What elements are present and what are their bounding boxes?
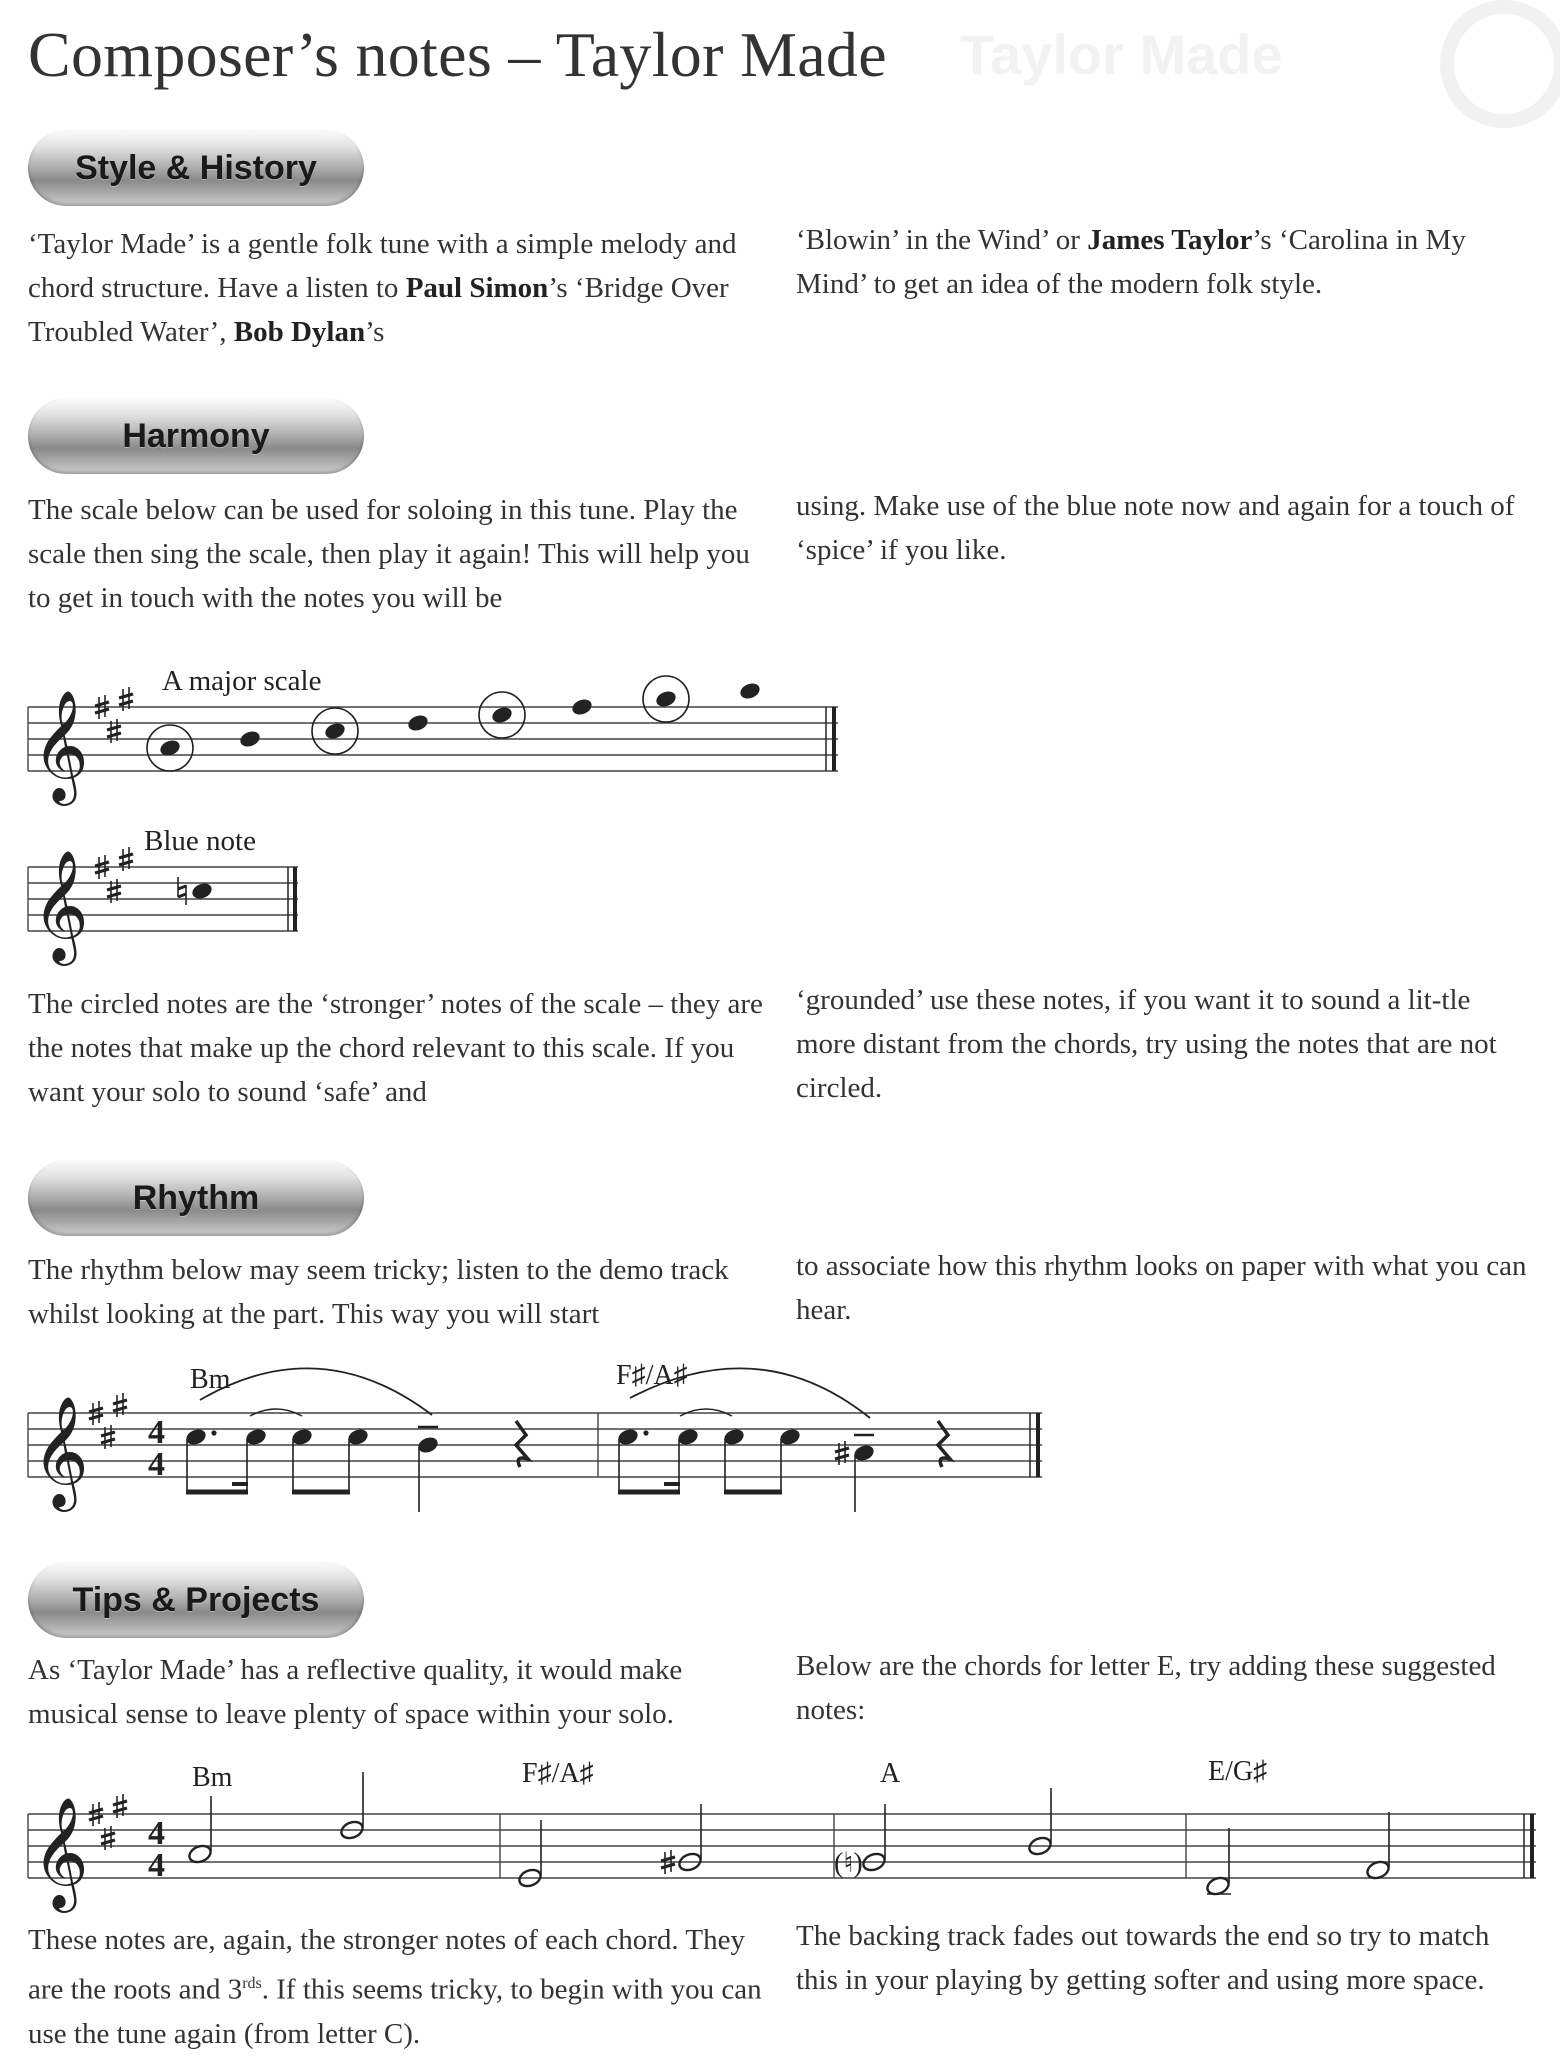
time-signature-top: 4 [148, 1414, 165, 1451]
style-history-right-text: ‘Blowin’ in the Wind’ or James Taylor’s ‘Carolina in My Mind’ to get an idea of the modern folk style. [796, 224, 1466, 300]
time-signature-top: 4 [148, 1815, 165, 1852]
scale-note [654, 689, 678, 709]
scale-note [238, 729, 262, 749]
chord-e-g-sharp: E/G♯ [1208, 1756, 1268, 1787]
scale-note [323, 721, 347, 741]
harmony-right-text-2: ‘grounded’ use these notes, if you want it to sound a lit-tle more distant from the chords, try using the notes that are not circled. [796, 984, 1497, 1104]
tips-projects-right-text: Below are the chords for letter E, try adding these suggested notes: [796, 1650, 1496, 1726]
scale-note [490, 705, 514, 725]
natural-paren: (♮) [834, 1848, 863, 1879]
page-title: Composer’s notes – Taylor Made [28, 19, 887, 90]
harmony-right-text: using. Make use of the blue note now and again for a touch of ‘spice’ if you like. [796, 490, 1515, 566]
a-major-scale-staff [28, 665, 838, 806]
quarter-rest [516, 1421, 528, 1467]
tips-projects-right-text-2: The backing track fades out towards the end so try to match this in your playing by getting softer and using more space. [796, 1920, 1490, 1996]
scale-note [406, 713, 430, 733]
james-taylor: James Taylor [1087, 224, 1253, 256]
blue-note [190, 881, 214, 901]
blue-note-staff [28, 825, 298, 966]
style-history-heading: Style & History [28, 130, 364, 206]
harmony-left-text: The scale below can be used for soloing in this tune. Play the scale then sing the scale, then play it again! This will help you to get in touch with the notes you will be [28, 494, 750, 614]
treble-clef: 𝄞 [32, 1796, 89, 1908]
rhythm-right-text: to associate how this rhythm looks on paper with what you can hear. [796, 1250, 1527, 1326]
time-signature-bottom: 4 [148, 1847, 165, 1884]
time-signature-bottom: 4 [148, 1446, 165, 1483]
rhythm-staff [28, 1360, 1042, 1512]
scale-note [570, 697, 594, 717]
letter-e-staff [28, 1756, 1536, 1913]
treble-clef: 𝄞 [32, 849, 89, 961]
chord-bm-rhythm: Bm [190, 1364, 231, 1395]
scale-note [738, 681, 762, 701]
blue-note-label: Blue note [144, 825, 256, 857]
tips-projects-left-text-2: These notes are, again, the stronger notes of each chord. They are the roots and $3^{rds}$. If this seems tricky, to begin with you can use the tune again (from letter C). [28, 1924, 762, 2050]
treble-clef: 𝄞 [32, 689, 89, 801]
background-page-title: Taylor Made [960, 23, 1283, 86]
scale-label: A major scale [162, 665, 322, 697]
chord-bm: Bm [192, 1762, 233, 1793]
harmony-heading: Harmony [28, 398, 364, 474]
paul-simon: Paul Simon [405, 272, 549, 304]
rhythm-heading: Rhythm [28, 1160, 364, 1236]
bob-dylan: Bob Dylan [233, 316, 366, 348]
chord-f-sharp-a-sharp: F♯/A♯ [522, 1758, 594, 1789]
tips-projects-left-text: As ‘Taylor Made’ has a reflective quality, it would make musical sense to leave plenty of space within your solo. [28, 1654, 683, 1730]
style-history-left-text: ‘Taylor Made’ is a gentle folk tune with a simple melody and chord structure. Have a listen to Paul Simon’s ‘Bridge Over Troubled Water’, Bob Dylan’s [28, 228, 737, 348]
rhythm-left-text: The rhythm below may seem tricky; listen to the demo track whilst looking at the part. This way you will start [28, 1254, 729, 1330]
quarter-rest [938, 1421, 950, 1467]
treble-clef: 𝄞 [32, 1395, 89, 1507]
tips-projects-heading: Tips & Projects [28, 1562, 364, 1638]
chord-f-sharp-rhythm: F♯/A♯ [616, 1360, 688, 1391]
harmony-left-text-2: The circled notes are the ‘stronger’ notes of the scale – they are the notes that make up the chord relevant to this scale. If you want your solo to sound ‘safe’ and [28, 988, 763, 1108]
chord-a: A [880, 1758, 901, 1789]
